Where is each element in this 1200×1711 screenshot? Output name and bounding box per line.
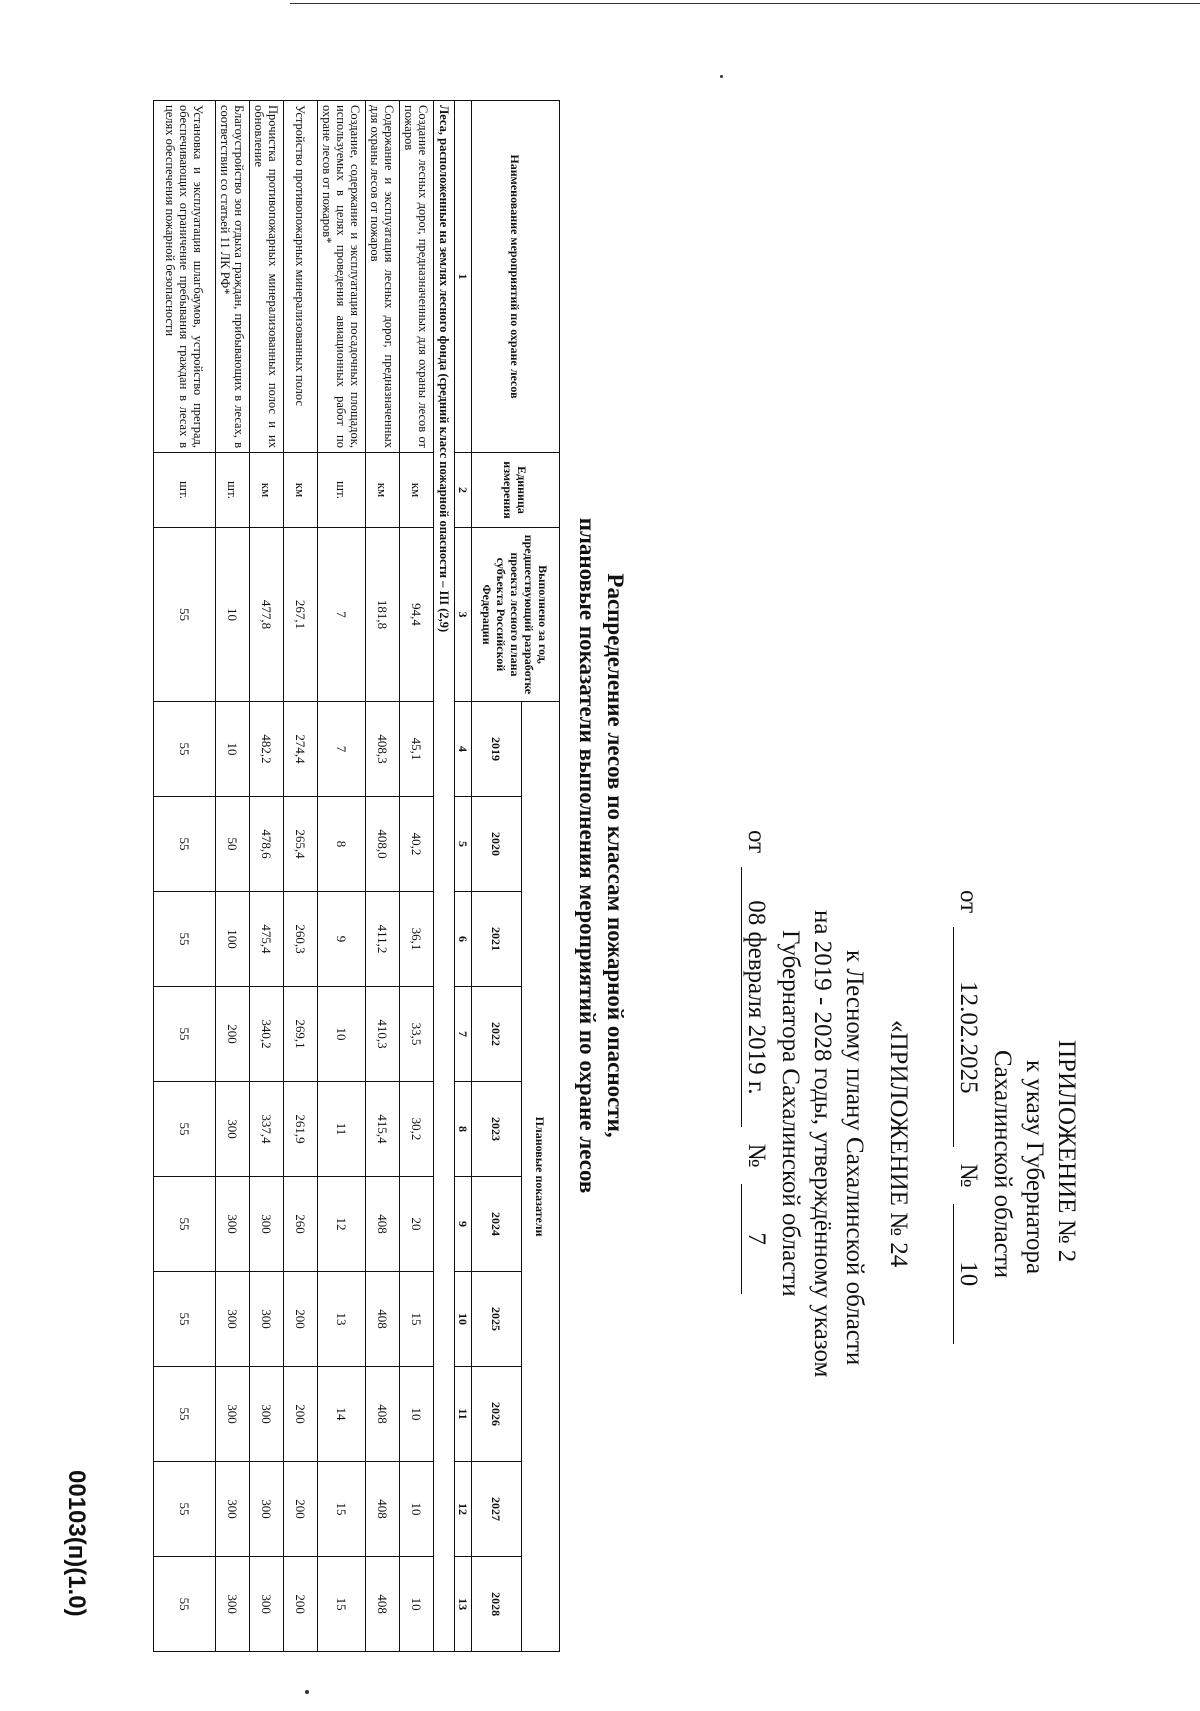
planned-value-cell: 260,3	[284, 892, 318, 987]
header-planned: Плановые показатели	[522, 702, 560, 1652]
column-number-row	[455, 101, 472, 1652]
unit-cell: шт.	[216, 453, 250, 528]
sub-date-prefix: от	[743, 830, 770, 854]
done-cell: 181,8	[366, 528, 400, 702]
planned-value-cell: 9	[318, 892, 366, 987]
sub-appendix-line3: Губернатора Сахалинской области	[777, 930, 804, 1297]
planned-value-cell: 55	[154, 1462, 216, 1557]
column-number: 6	[455, 892, 472, 987]
table-row	[318, 101, 366, 1652]
section-title: Леса, расположенные на землях лесного фонда (средний класс пожарной опасности – III (2,9)	[434, 101, 455, 1652]
sub-appendix-title: «ПРИЛОЖЕНИЕ № 24	[885, 1020, 912, 1268]
column-number: 9	[455, 1177, 472, 1272]
planned-value-cell: 300	[250, 1177, 284, 1272]
planned-value-cell: 55	[154, 702, 216, 797]
planned-value-cell: 410,3	[366, 987, 400, 1082]
column-number: 3	[455, 528, 472, 702]
planned-value-cell: 45,1	[400, 702, 434, 797]
section-row	[434, 101, 455, 1652]
planned-value-cell: 55	[154, 797, 216, 892]
table-row	[216, 101, 250, 1652]
header-year: 2022	[472, 987, 522, 1082]
appendix-title: ПРИЛОЖЕНИЕ № 2	[1053, 1040, 1080, 1263]
unit-cell: км	[366, 453, 400, 528]
number-prefix: №	[955, 1163, 982, 1188]
planned-value-cell: 269,1	[284, 987, 318, 1082]
table-body	[154, 101, 434, 1652]
unit-cell: км	[284, 453, 318, 528]
appendix-decree-line: к указу Губернатора	[1021, 1060, 1048, 1275]
document-title-line1: Распределение лесов по классам пожарной опасности,	[603, 573, 628, 1138]
planned-value-cell: 8	[318, 797, 366, 892]
planned-value-cell: 300	[250, 1272, 284, 1367]
planned-value-cell: 300	[250, 1557, 284, 1652]
planned-value-cell: 478,6	[250, 797, 284, 892]
planned-value-cell: 408	[366, 1462, 400, 1557]
planned-value-cell: 30,2	[400, 1082, 434, 1177]
planned-value-cell: 408,3	[366, 702, 400, 797]
header-name: Наименование мероприятий по охране лесов	[472, 101, 560, 453]
header-unit: Единица измерения	[472, 453, 560, 528]
planned-value-cell: 14	[318, 1367, 366, 1462]
planned-value-cell: 12	[318, 1177, 366, 1272]
planned-value-cell: 261,9	[284, 1082, 318, 1177]
planned-value-cell: 408	[366, 1557, 400, 1652]
planned-value-cell: 300	[216, 1462, 250, 1557]
planned-value-cell: 50	[216, 797, 250, 892]
planned-value-cell: 100	[216, 892, 250, 987]
header-done: Выполнено за год, предшествующий разработке проекта лесного плана субъекта Российской Федерации	[472, 528, 560, 702]
done-cell: 55	[154, 528, 216, 702]
unit-cell: шт.	[154, 453, 216, 528]
sub-date-value: 08 февраля 2019 г.	[741, 867, 770, 1127]
sub-number-value: 7	[741, 1184, 770, 1294]
planned-value-cell: 20	[400, 1177, 434, 1272]
planned-value-cell: 408,0	[366, 797, 400, 892]
planned-value-cell: 13	[318, 1272, 366, 1367]
planned-value-cell: 55	[154, 1082, 216, 1177]
planned-value-cell: 15	[318, 1557, 366, 1652]
column-number: 12	[455, 1462, 472, 1557]
column-number: 7	[455, 987, 472, 1082]
planned-value-cell: 274,4	[284, 702, 318, 797]
activity-name-cell: Устройство противопожарных минерализованных полос	[284, 101, 318, 453]
header-year: 2023	[472, 1082, 522, 1177]
planned-value-cell: 55	[154, 1272, 216, 1367]
column-number: 8	[455, 1082, 472, 1177]
header-year: 2019	[472, 702, 522, 797]
sub-appendix-date-line	[740, 830, 772, 1294]
header-year: 2027	[472, 1462, 522, 1557]
planned-value-cell: 55	[154, 892, 216, 987]
document-title-line2: плановые показатели выполнения мероприятий по охране лесов	[575, 517, 600, 1194]
planned-value-cell: 300	[250, 1367, 284, 1462]
done-cell: 267,1	[284, 528, 318, 702]
header-year: 2028	[472, 1557, 522, 1652]
appendix-date-line	[952, 890, 984, 1344]
column-number: 10	[455, 1272, 472, 1367]
activity-name-cell: Создание лесных дорог, предназначенных для охраны лесов от пожаров	[400, 101, 434, 453]
activity-name-cell: Установка и эксплуатация шлагбаумов, устройство преград, обеспечивающих ограничение пребывания граждан в лесах в целях обеспечения пожарной безопасности	[154, 101, 216, 453]
column-number: 4	[455, 702, 472, 797]
planned-value-cell: 55	[154, 1367, 216, 1462]
planned-value-cell: 300	[216, 1177, 250, 1272]
planned-value-cell: 33,5	[400, 987, 434, 1082]
planned-value-cell: 55	[154, 987, 216, 1082]
planned-value-cell: 10	[318, 987, 366, 1082]
unit-cell: шт.	[318, 453, 366, 528]
planned-value-cell: 300	[250, 1462, 284, 1557]
done-cell: 477,8	[250, 528, 284, 702]
planned-value-cell: 55	[154, 1557, 216, 1652]
table-row	[250, 101, 284, 1652]
planned-value-cell: 200	[284, 1367, 318, 1462]
planned-value-cell: 11	[318, 1082, 366, 1177]
column-number: 11	[455, 1367, 472, 1462]
fire-protection-table	[153, 100, 560, 1652]
date-prefix: от	[955, 890, 982, 914]
planned-value-cell: 200	[216, 987, 250, 1082]
planned-value-cell: 55	[154, 1177, 216, 1272]
planned-value-cell: 337,4	[250, 1082, 284, 1177]
planned-value-cell: 10	[216, 702, 250, 797]
planned-value-cell: 200	[284, 1557, 318, 1652]
table-row	[400, 101, 434, 1652]
sub-appendix-line1: к Лесному плану Сахалинской области	[841, 950, 868, 1366]
planned-value-cell: 15	[400, 1272, 434, 1367]
planned-value-cell: 408	[366, 1272, 400, 1367]
activity-name-cell: Создание, содержание и эксплуатация посадочных площадок, используемых в целях проведения авиационных работ по охране лесов от пожаров*	[318, 101, 366, 453]
column-number: 13	[455, 1557, 472, 1652]
planned-value-cell: 10	[400, 1557, 434, 1652]
planned-value-cell: 10	[400, 1367, 434, 1462]
column-number: 5	[455, 797, 472, 892]
planned-value-cell: 10	[400, 1462, 434, 1557]
header-year: 2024	[472, 1177, 522, 1272]
unit-cell: км	[250, 453, 284, 528]
unit-cell: км	[400, 453, 434, 528]
planned-value-cell: 200	[284, 1272, 318, 1367]
header-year: 2025	[472, 1272, 522, 1367]
document-code: 00103(п)(1.0)	[63, 1470, 90, 1617]
table-row	[154, 101, 216, 1652]
activity-name-cell: Прочистка противопожарных минерализованных полос и их обновление	[250, 101, 284, 453]
table-row	[284, 101, 318, 1652]
planned-value-cell: 260	[284, 1177, 318, 1272]
planned-value-cell: 411,2	[366, 892, 400, 987]
planned-value-cell: 7	[318, 702, 366, 797]
header-year: 2026	[472, 1367, 522, 1462]
planned-value-cell: 300	[216, 1557, 250, 1652]
number-value: 10	[953, 1204, 982, 1344]
appendix-region-line: Сахалинской области	[989, 1050, 1016, 1279]
planned-value-cell: 40,2	[400, 797, 434, 892]
planned-value-cell: 265,4	[284, 797, 318, 892]
activity-name-cell: Благоустройство зон отдыха граждан, прибывающих в лесах, в соответствии со статьей 11 ЛК РФ*	[216, 101, 250, 453]
table-row	[366, 101, 400, 1652]
done-cell: 10	[216, 528, 250, 702]
planned-value-cell: 300	[216, 1367, 250, 1462]
planned-value-cell: 475,4	[250, 892, 284, 987]
header-year: 2020	[472, 797, 522, 892]
planned-value-cell: 300	[216, 1272, 250, 1367]
planned-value-cell: 200	[284, 1462, 318, 1557]
date-value: 12.02.2025	[953, 927, 982, 1147]
planned-value-cell: 36,1	[400, 892, 434, 987]
sub-appendix-line2: на 2019 - 2028 годы, утверждённому указом	[809, 910, 836, 1378]
header-year: 2021	[472, 892, 522, 987]
planned-value-cell: 408	[366, 1177, 400, 1272]
column-number: 1	[455, 101, 472, 453]
planned-value-cell: 482,2	[250, 702, 284, 797]
sub-number-prefix: №	[743, 1143, 770, 1168]
done-cell: 94,4	[400, 528, 434, 702]
done-cell: 7	[318, 528, 366, 702]
planned-value-cell: 300	[216, 1082, 250, 1177]
column-number: 2	[455, 453, 472, 528]
planned-value-cell: 15	[318, 1462, 366, 1557]
planned-value-cell: 415,4	[366, 1082, 400, 1177]
planned-value-cell: 408	[366, 1367, 400, 1462]
planned-value-cell: 340,2	[250, 987, 284, 1082]
activity-name-cell: Содержание и эксплуатация лесных дорог, предназначенных для охраны лесов от пожаров	[366, 101, 400, 453]
